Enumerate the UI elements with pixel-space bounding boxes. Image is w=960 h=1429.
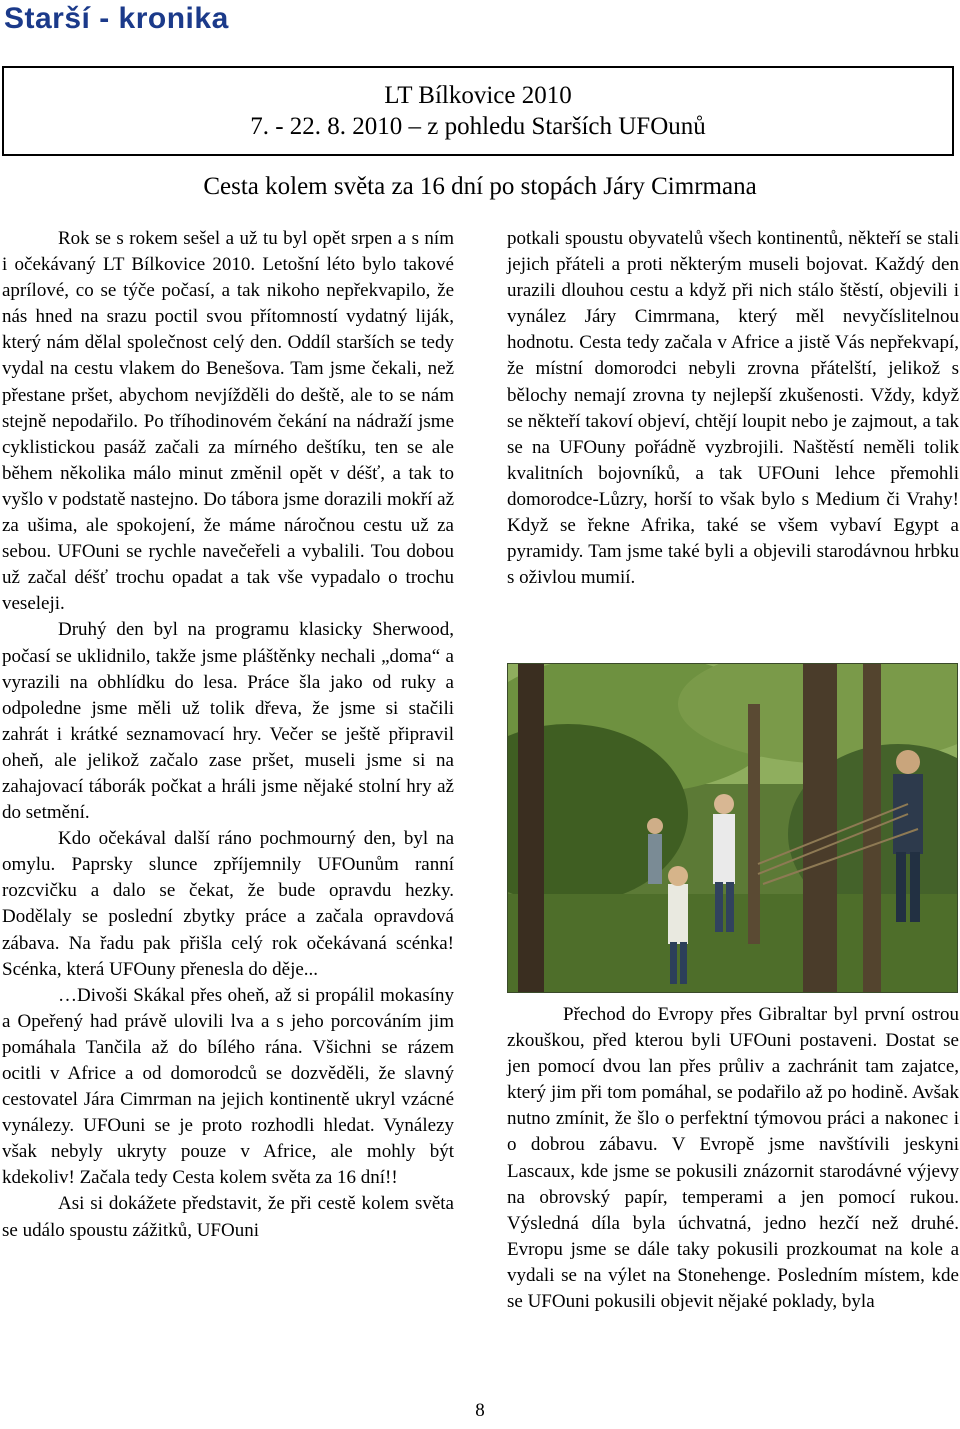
paragraph: Druhý den byl na programu klasicky Sherwood, počasí se uklidnilo, takže jsme pláštěnky nechali „doma“ a vyrazili na obhlídku do lesa. Práce šla jako od ruky a odpoledne jsme měli už tolik dřeva, že jsme si stačili zahrát i krátké seznamovací hry. Večer se ještě připravil oheň, ale jelikož začalo zase pršet, museli jsme si na zahajovací táborák počkat a hráli jsme nějaké stolní hry až do setmění. — [2, 619, 454, 824]
left-column — [2, 226, 454, 1244]
paragraph: Asi si dokážete představit, že při cestě kolem světa se událo spoustu zážitků, UFOuni — [2, 1193, 454, 1241]
paragraph: …Divoši Skákal přes oheň, až si propálil mokasíny a Opeřený had právě ulovili lva a s jeho porcováním jim pomáhala Tančila až do bílého rána. Všichni se rázem ocitli v Africe a od domorodců se dozvěděli, že slavný cestovatel Jára Cimrman na jejich kontinentě ukryl vzácné vynálezy. UFOuni se je proto rozhodli hledat. Vynálezy však nebyly ukryty pouze v Africe, ale mohly být kdekoliv! Začala tedy Cesta kolem světa za 16 dní!! — [2, 984, 454, 1189]
paragraph: Rok se s rokem sešel a už tu byl opět srpen a s ním i očekávaný LT Bílkovice 2010. Letošní léto bylo takové aprílové, co se týče počasí, a tak nikoho nepřekvapilo, že nás hned na srazu poctil svou přítomností vydatný liják, který nám dělal společnost celý den. Oddíl starších se tedy vydal na cestu vlakem do Benešova. Tam jsme čekali, než přestane pršet, abychom nevjížděli do deště, ale to se nám stejně nepodařilo. Po tříhodinovém čekání na nádraží jsme cyklistickou pasáž začali za mírného deštíku, ten se ale během několika málo minut změnil opět v déšť, a tak to vyšlo v podstatě nastejno. Do tábora jsme dorazili mokří až za ušima, ale spokojení, že máme náročnou cestu už za sebou. UFOuni se rychle navečeřeli a vybalili. Tou dobou už začal déšť trochu opadat a tak vše vypadalo o trochu veseleji. — [2, 228, 454, 615]
right-column-top — [507, 226, 959, 591]
section-header: Starší - kronika — [4, 2, 229, 35]
forest-photo — [507, 663, 958, 993]
title-box — [2, 66, 954, 156]
title-line-2: 7. - 22. 8. 2010 – z pohledu Starších UFOunů — [250, 113, 706, 140]
article-subtitle: Cesta kolem světa za 16 dní po stopách Járy Cimrmana — [203, 173, 757, 200]
right-column-bottom — [507, 1002, 959, 1315]
photo-illustration — [508, 664, 958, 993]
paragraph: potkali spoustu obyvatelů všech kontinentů, někteří se stali jejich přáteli a proti některým museli bojovat. Každý den urazili dlouhou cestu a když při nich stálo štěstí, objevili i vynález Járy Cimrmana, který měl nevyčíslitelnou hodnotu. Cesta tedy začala v Africe a jistě Vás nepřekvapí, že místní domorodci nebyli zrovna přátelští, jelikož s bělochy nemají zrovna ty nejlepší zkušenosti. Vždy, když se někteří takoví objeví, chtějí loupit nebo je zajmout, a tak se na UFOuny pořádně vyzbrojili. Naštěstí neměli tolik kvalitních bojovníků, a tak UFOuni lehce přemohli domorodce-Lůzry, horší to však bylo s Medium či Vrahy! Když se řekne Afrika, také se všem vybaví Egypt a pyramidy. Tam jsme také byli a objevili starodávnou hrbku s oživlou mumií. — [507, 228, 959, 589]
title-line-1: LT Bílkovice 2010 — [384, 82, 572, 109]
paragraph: Kdo očekával další ráno pochmourný den, byl na omylu. Paprsky slunce zpříjemnily UFOunům ranní rozcvičku a dalo se čekat, že bude opravdu hezky. Dodělaly se poslední zbytky práce a začala opravdová zábava. Na řadu pak přišla celý rok očekávaná scénka! Scénka, která UFOuny přenesla do děje... — [2, 828, 454, 980]
page-number: 8 — [475, 1400, 485, 1421]
paragraph: Přechod do Evropy přes Gibraltar byl první ostrou zkouškou, před kterou byli UFOuni postaveni. Dostat se jen pomocí dvou lan přes průliv a zachránit tam zajatce, který jim při tom pomáhal, se podařilo až po hodině. Avšak nutno zmínit, že šlo o perfektní týmovou práci a nakonec i o dobrou zábavu. V Evropě jsme navštívili jeskyni Lascaux, kde jsme se pokusili znázornit starodávné výjevy na obrovský papír, temperami a jen pomocí rukou. Výsledná díla byla úchvatná, jedno hezčí než druhé. Evropu jsme se dále taky pokusili prozkoumat na kole a vydali se na výlet na Stonehenge. Posledním místem, kde se UFOuni pokusili objevit nějaké poklady, byla — [507, 1004, 959, 1313]
